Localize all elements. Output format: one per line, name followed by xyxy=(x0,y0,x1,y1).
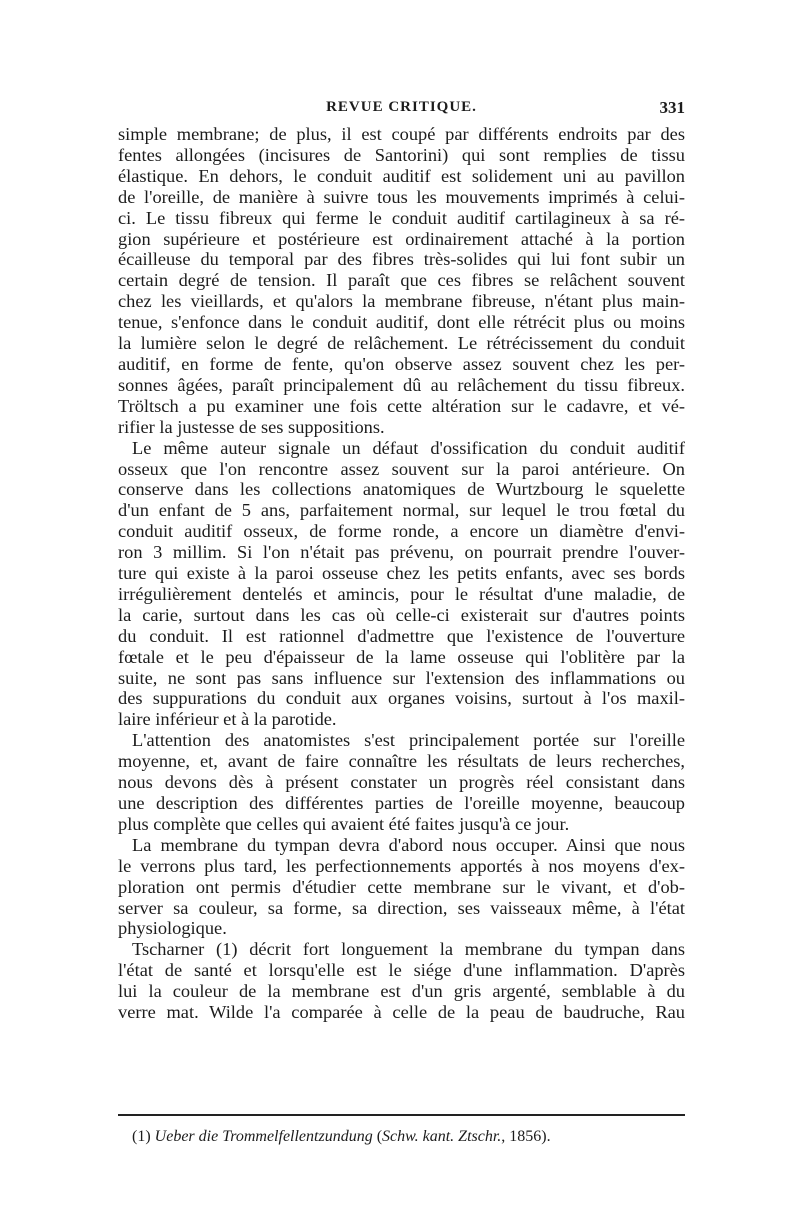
text-line: osseux que l'on rencontre assez souvent sur la paroi antérieure. On xyxy=(118,458,685,479)
text-line: ci. Le tissu fibreux qui ferme le conduit auditif cartilagineux à sa ré- xyxy=(118,207,685,228)
text-line: d'un enfant de 5 ans, parfaitement normal, sur lequel le trou fœtal du xyxy=(118,500,685,521)
text-line: suite, ne sont pas sans influence sur l'extension des inflammations ou xyxy=(118,667,685,688)
text-line: Le même auteur signale un défaut d'ossification du conduit auditif xyxy=(132,437,685,458)
page-header xyxy=(118,99,685,121)
text-line: tenue, s'enfonce dans le conduit auditif, dont elle rétrécit plus ou moins xyxy=(118,312,685,333)
text-line: nous devons dès à présent constater un progrès réel consistant dans xyxy=(118,772,685,793)
text-line: fentes allongées (incisures de Santorini) qui sont remplies de tissu xyxy=(118,144,685,165)
text-line: physiologique. xyxy=(118,918,227,939)
footnote-rule xyxy=(118,1114,685,1116)
page-number: 331 xyxy=(659,98,685,117)
text-line: conserve dans les collections anatomiques de Wurtzbourg le squelette xyxy=(118,479,685,500)
text-line: Tscharner (1) décrit fort longuement la membrane du tympan dans xyxy=(132,939,685,960)
text-line: lui la couleur de la membrane est d'un gris argenté, semblable à du xyxy=(118,981,685,1002)
running-title: REVUE CRITIQUE. xyxy=(326,99,477,115)
text-line: chez les vieillards, et qu'alors la membrane fibreuse, n'étant plus main- xyxy=(118,291,685,312)
footnote-title: Ueber die Trommelfellentzundung xyxy=(154,1128,373,1145)
text-line: ploration ont permis d'étudier cette membrane sur le vivant, et d'ob- xyxy=(118,876,685,897)
text-line: ture qui existe à la paroi osseuse chez les petits enfants, avec ses bords xyxy=(118,563,685,584)
body-text xyxy=(118,124,685,1023)
text-line: écailleuse du temporal par des fibres très-solides qui lui font subir un xyxy=(118,249,685,270)
text-line: irrégulièrement dentelés et amincis, pour le résultat d'une maladie, de xyxy=(118,583,685,604)
text-line: la carie, surtout dans les cas où celle-ci existerait sur d'autres points xyxy=(118,604,685,625)
text-line: gion supérieure et postérieure est ordinairement attaché à la portion xyxy=(118,228,685,249)
text-line: le verrons plus tard, les perfectionnements apportés à nos moyens d'ex- xyxy=(118,855,685,876)
text-line: la lumière selon le degré de relâchement. Le rétrécissement du conduit xyxy=(118,333,685,354)
text-line: laire inférieur et à la parotide. xyxy=(118,709,337,730)
footnote-marker: (1) xyxy=(132,1128,151,1145)
text-line: conduit auditif osseux, de forme ronde, a encore un diamètre d'envi- xyxy=(118,521,685,542)
text-line: rifier la justesse de ses suppositions. xyxy=(118,416,385,437)
text-line: élastique. En dehors, le conduit auditif est solidement uni au pavillon xyxy=(118,165,685,186)
text-line: plus complète que celles qui avaient été faites jusqu'à ce jour. xyxy=(118,813,570,834)
text-line: des suppurations du conduit aux organes voisins, surtout à l'os maxil- xyxy=(118,688,685,709)
text-line: auditif, en forme de fente, qu'on observe assez souvent chez les per- xyxy=(118,353,685,374)
footnote-source: Schw. kant. Ztschr. xyxy=(382,1128,502,1145)
text-line: de l'oreille, de manière à suivre tous les mouvements imprimés à celui- xyxy=(118,186,685,207)
text-line: L'attention des anatomistes s'est principalement portée sur l'oreille xyxy=(132,730,685,751)
footnote-source-open: ( xyxy=(376,1128,383,1145)
footnote-year: , 1856). xyxy=(501,1128,551,1145)
text-line: ron 3 millim. Si l'on n'était pas prévenu, on pourrait prendre l'ouver- xyxy=(118,542,685,563)
text-line: verre mat. Wilde l'a comparée à celle de la peau de baudruche, Rau xyxy=(118,1002,685,1023)
text-line: fœtale et le peu d'épaisseur de la lame osseuse qui l'oblitère par la xyxy=(118,646,685,667)
text-line: sonnes âgées, paraît principalement dû au relâchement du tissu fibreux. xyxy=(118,374,685,395)
text-line: du conduit. Il est rationnel d'admettre que l'existence de l'ouverture xyxy=(118,625,685,646)
text-line: server sa couleur, sa forme, sa direction, ses vaisseaux même, à l'état xyxy=(118,897,685,918)
text-line: l'état de santé et lorsqu'elle est le siége d'une inflammation. D'après xyxy=(118,960,685,981)
text-line: Tröltsch a pu examiner une fois cette altération sur le cadavre, et vé- xyxy=(118,395,685,416)
text-line: une description des différentes parties de l'oreille moyenne, beaucoup xyxy=(118,793,685,813)
text-line: simple membrane; de plus, il est coupé par différents endroits par des xyxy=(118,124,685,144)
text-line: moyenne, et, avant de faire connaître les résultats de leurs recherches, xyxy=(118,751,685,772)
footnote xyxy=(132,1127,685,1147)
text-line: La membrane du tympan devra d'abord nous occuper. Ainsi que nous xyxy=(132,834,685,855)
text-line: certain degré de tension. Il paraît que ces fibres se relâchent souvent xyxy=(118,270,685,291)
